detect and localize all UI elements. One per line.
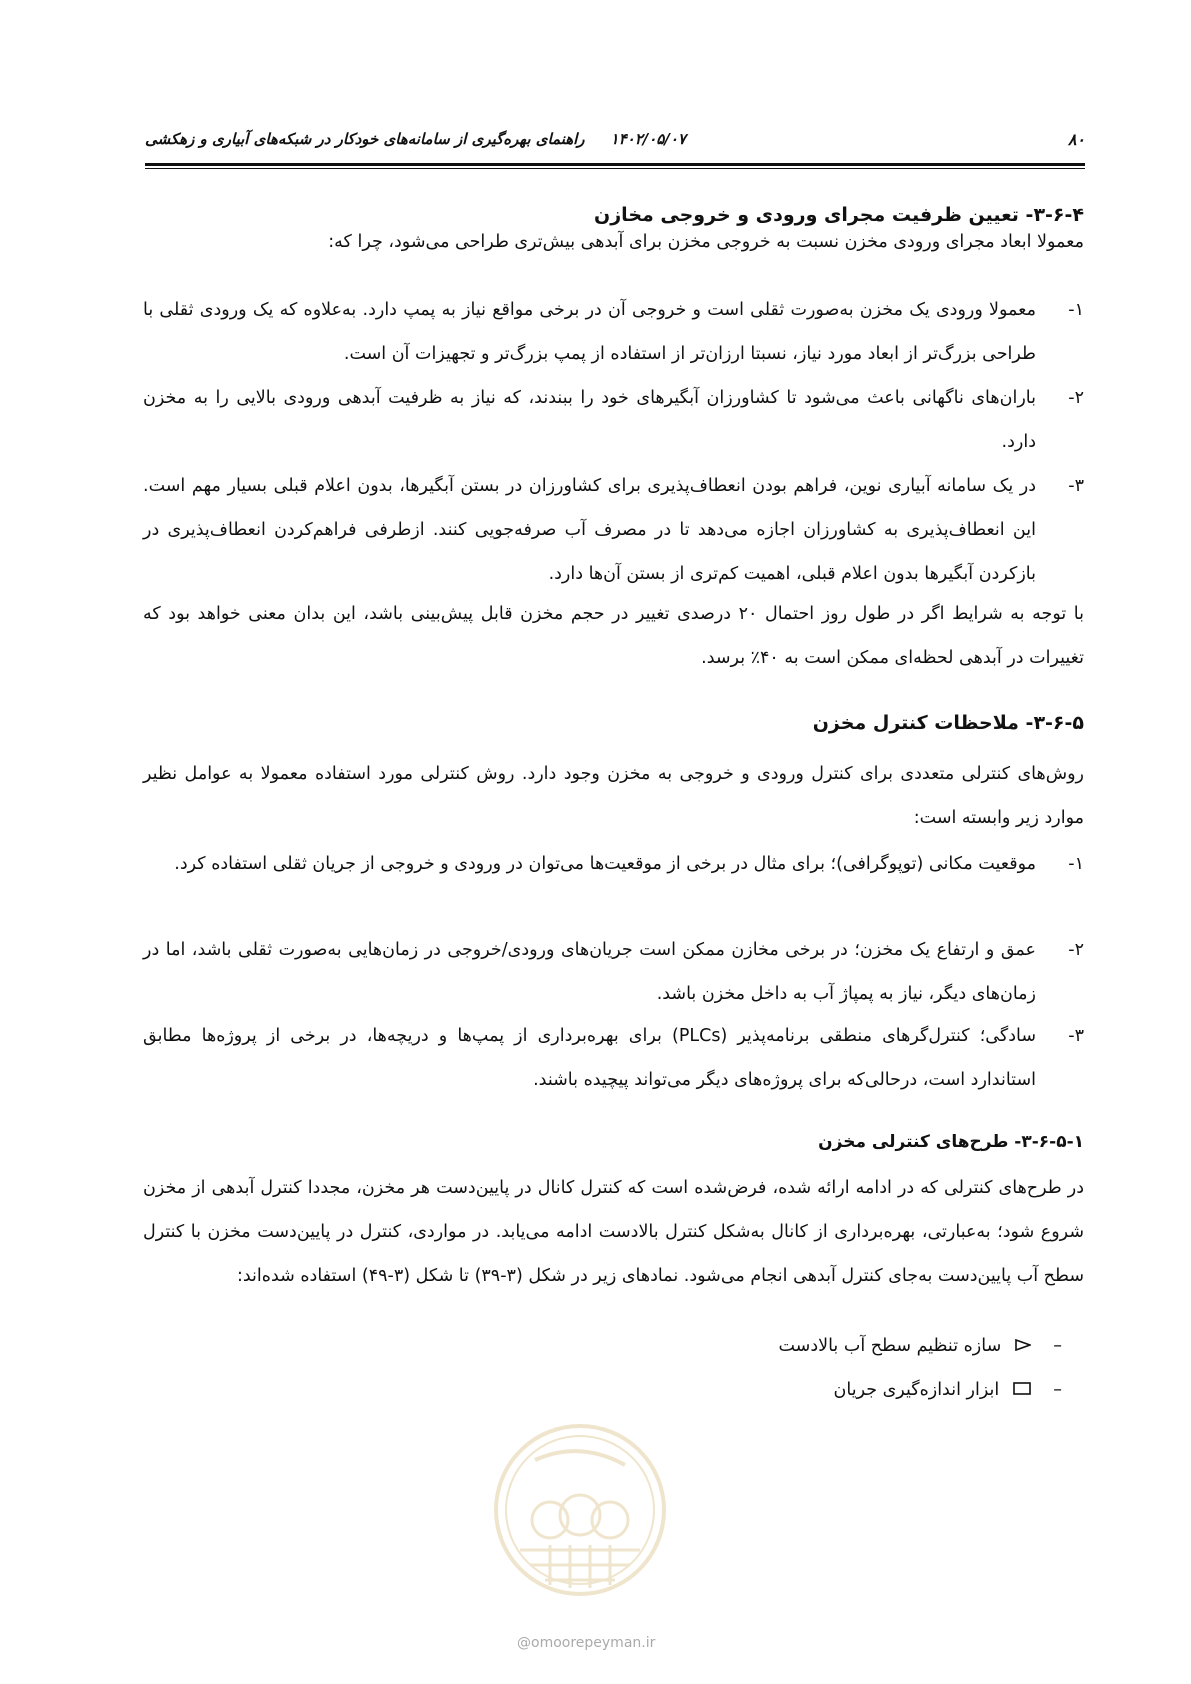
item-text: باران‌های ناگهانی باعث می‌شود تا کشاورزان آبگیرهای خود را ببندند، که نیاز به ظرفیت آبدهی ورودی بالایی را به مخزن دارد. (143, 388, 1036, 452)
section-4-item-1 (143, 288, 1084, 376)
section-5-item-1 (143, 842, 1084, 886)
section-4-intro: معمولا ابعاد مجرای ورودی مخزن نسبت به خروجی مخزن برای آبدهی بیش‌تری طراحی می‌شود، چرا که: (328, 232, 1084, 252)
section-heading-3-6-5-1: ۳-۶-۵-۱- طرح‌های کنترلی مخزن (818, 1132, 1084, 1152)
watermark-logo (490, 1420, 670, 1610)
upstream-level-triangle-icon (1015, 1336, 1031, 1356)
symbol-label: سازه تنظیم سطح آب بالادست (778, 1336, 1002, 1356)
dash: – (1053, 1336, 1062, 1356)
item-text: موقعیت مکانی (توپوگرافی)؛ برای مثال در برخی از موقعیت‌ها می‌توان در ورودی و خروجی از جریان ثقلی استفاده کرد. (174, 854, 1036, 874)
symbol-item-flow-meter (834, 1380, 1062, 1400)
dash: – (1053, 1380, 1062, 1400)
section-5-item-2 (143, 928, 1084, 1016)
section-4-closing: با توجه به شرایط اگر در طول روز احتمال ۲۰ درصدی تغییر در حجم مخزن قابل پیش‌بینی باشد، این بدان معنی خواهد بود که تغییرات در آبدهی لحظه‌ای ممکن است به ۴۰٪ برسد. (143, 604, 1084, 668)
item-text: در یک سامانه آبیاری نوین، فراهم بودن انعطاف‌پذیری برای کشاورزان در بستن آبگیرها، بدون اعلام قبلی بسیار مهم است. این انعطاف‌پذیری به کشاورزان اجازه می‌دهد تا در مصرف آب صرفه‌جویی کنند. ازطرفی فراهم‌کردن انعطاف‌پذیری در بازکردن آبگیرها بدون اعلام قبلی، اهمیت کم‌تری از بستن آن‌ها دارد. (143, 476, 1036, 584)
item-number: ۳- (1068, 1026, 1084, 1046)
page-header (145, 128, 1085, 158)
section-5-1-body: در طرح‌های کنترلی که در ادامه ارائه شده، فرض‌شده است که کنترل کانال در پایین‌دست هر مخزن، مجددا کنترل آبدهی از مخزن شروع شود؛ به‌عبارتی، بهره‌برداری از کانال به‌شکل کنترل بالادست ادامه می‌یابد. در مواردی، کنترل در پایین‌دست مخزن با کنترل سطح آب پایین‌دست به‌جای کنترل آبدهی انجام می‌شود. نمادهای زیر در شکل (۳-۳۹) تا شکل (۳-۴۹) استفاده شده‌اند: (143, 1178, 1084, 1286)
flow-meter-square-icon (1013, 1380, 1031, 1400)
running-title (145, 130, 686, 148)
item-text: عمق و ارتفاع یک مخزن؛ در برخی مخازن ممکن است جریان‌های ورودی/خروجی در زمان‌هایی به‌صورت ثقلی باشد، اما در زمان‌های دیگر، نیاز به پمپاژ آب به داخل مخزن باشد. (143, 940, 1036, 1004)
section-heading-3-6-5: ۳-۶-۵- ملاحظات کنترل مخزن (812, 712, 1084, 734)
item-text: معمولا ورودی یک مخزن به‌صورت ثقلی است و خروجی آن در برخی مواقع نیاز به پمپ دارد. به‌علاوه که یک ورودی ثقلی با طراحی بزرگ‌تر از ابعاد مورد نیاز، نسبتا ارزان‌تر از استفاده از پمپ بزرگ‌تر و تجهیزات آن است. (143, 300, 1036, 364)
item-number: ۲- (1068, 940, 1084, 960)
symbol-item-upstream-control (778, 1336, 1062, 1356)
header-title: راهنمای بهره‌گیری از سامانه‌های خودکار در شبکه‌های آبیاری و زهکشی (145, 130, 585, 148)
watermark-site: @omoorepeyman.ir (517, 1635, 656, 1651)
item-number: ۱- (1068, 854, 1084, 874)
header-rule-thick (145, 163, 1085, 166)
item-number: ۲- (1068, 388, 1084, 408)
header-date: ۱۴۰۲/۰۵/۰۷ (610, 130, 686, 148)
header-rule-thin (145, 168, 1085, 169)
page-number: ۸۰ (1067, 130, 1085, 149)
item-number: ۳- (1068, 476, 1084, 496)
item-number: ۱- (1068, 300, 1084, 320)
item-text: سادگی؛ کنترل‌گرهای منطقی برنامه‌پذیر (PLCs) برای بهره‌برداری از پمپ‌ها و دریچه‌ها، در برخی از پروژه‌ها مطابق استاندارد است، درحالی‌که برای پروژه‌های دیگر می‌تواند پیچیده باشند. (143, 1026, 1036, 1090)
section-4-item-2 (143, 376, 1084, 464)
section-5-item-3 (143, 1014, 1084, 1102)
symbol-label: ابزار اندازه‌گیری جریان (833, 1380, 1000, 1400)
section-heading-3-6-4: ۳-۶-۴- تعیین ظرفیت مجرای ورودی و خروجی مخازن (594, 204, 1084, 226)
section-4-item-3 (143, 464, 1084, 596)
section-5-intro: روش‌های کنترلی متعددی برای کنترل ورودی و خروجی به مخزن وجود دارد. روش کنترلی مورد استفاده معمولا به عوامل نظیر موارد زیر وابسته است: (143, 764, 1084, 828)
